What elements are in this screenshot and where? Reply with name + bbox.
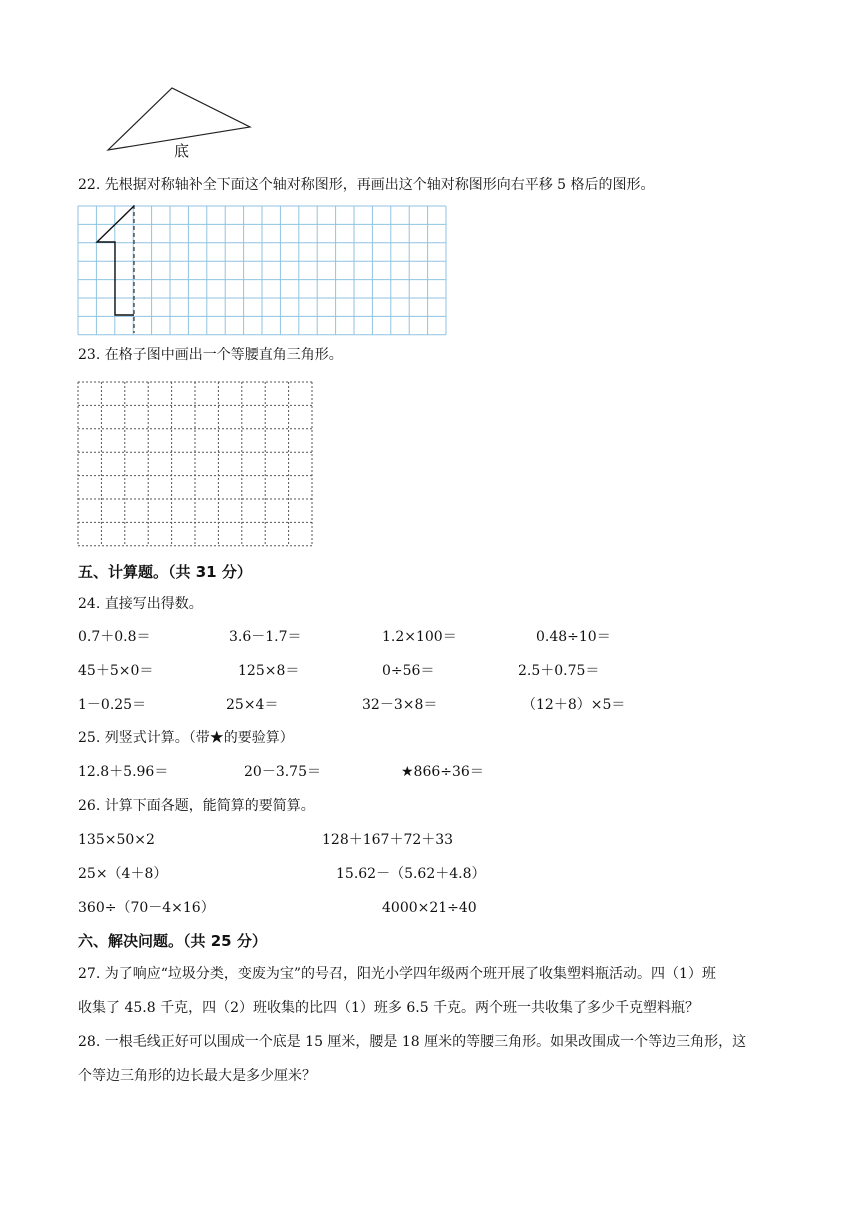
- q26-item: 128＋167＋72＋33: [322, 832, 454, 848]
- q25-item: ★866÷36＝: [401, 764, 484, 780]
- q24-item: 32－3×8＝: [362, 697, 438, 713]
- q23-grid: [0, 0, 860, 560]
- q24-item: 1.2×100＝: [382, 629, 457, 645]
- q24-item: 45＋5×0＝: [78, 663, 154, 679]
- q26-item: 15.62－（5.62＋4.8）: [336, 866, 486, 882]
- q24-item: 3.6－1.7＝: [229, 629, 302, 645]
- q24-item: 0.48÷10＝: [536, 629, 611, 645]
- q26-item: 135×50×2: [78, 832, 155, 848]
- q24-item: 2.5＋0.75＝: [518, 663, 600, 679]
- section-6-title: 六、解决问题。（共 25 分）: [78, 932, 267, 950]
- question-24-text: 24. 直接写出得数。: [78, 596, 203, 612]
- q24-item: 125×8＝: [238, 663, 300, 679]
- question-22-text: 22. 先根据对称轴补全下面这个轴对称图形，再画出这个轴对称图形向右平移 5 格后的图形。: [78, 177, 655, 193]
- triangle-base-label: 底: [174, 142, 190, 160]
- question-26-text: 26. 计算下面各题，能简算的要简算。: [78, 798, 315, 814]
- q24-item: （12＋8）×5＝: [522, 697, 626, 713]
- q25-item: 20－3.75＝: [244, 764, 321, 780]
- question-27-line-1: 27. 为了响应“垃圾分类，变废为宝”的号召，阳光小学四年级两个班开展了收集塑料瓶活动。四（1）班: [78, 966, 716, 982]
- q25-item: 12.8＋5.96＝: [78, 764, 169, 780]
- q24-item: 1－0.25＝: [78, 697, 147, 713]
- question-27-line-2: 收集了 45.8 千克，四（2）班收集的比四（1）班多 6.5 千克。两个班一共收集了多少千克塑料瓶？: [78, 1000, 700, 1016]
- question-28-line-2: 个等边三角形的边长最大是多少厘米？: [78, 1068, 316, 1084]
- q26-item: 25×（4＋8）: [78, 866, 168, 882]
- q24-item: 0÷56＝: [382, 663, 435, 679]
- question-23-text: 23. 在格子图中画出一个等腰直角三角形。: [78, 347, 343, 363]
- q24-item: 25×4＝: [226, 697, 279, 713]
- question-28-line-1: 28. 一根毛线正好可以围成一个底是 15 厘米，腰是 18 厘米的等腰三角形。如果改围成一个等边三角形，这: [78, 1034, 747, 1050]
- q24-item: 0.7＋0.8＝: [78, 629, 151, 645]
- q26-item: 4000×21÷40: [382, 900, 477, 916]
- question-25-text: 25. 列竖式计算。（带★的要验算）: [78, 730, 294, 746]
- q26-item: 360÷（70－4×16）: [78, 900, 215, 916]
- section-5-title: 五、计算题。（共 31 分）: [78, 563, 252, 581]
